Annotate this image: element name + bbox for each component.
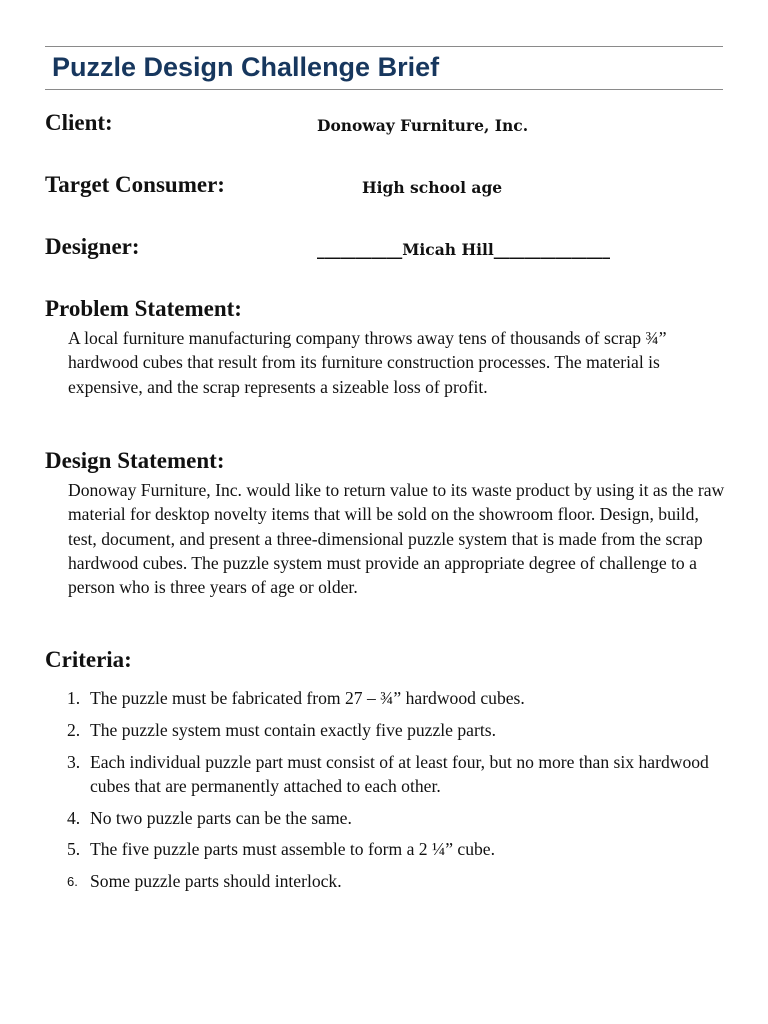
target-consumer-label: Target Consumer: — [45, 172, 225, 197]
criteria-heading: Criteria: — [45, 647, 132, 672]
criteria-item-number: 3. — [67, 751, 81, 772]
criteria-item — [45, 686, 735, 710]
criteria-item-number: 5. — [67, 839, 81, 860]
client-label: Client: — [45, 110, 113, 135]
problem-statement-heading: Problem Statement: — [45, 296, 242, 321]
design-statement-heading: Design Statement: — [45, 448, 225, 473]
designer-label: Designer: — [45, 234, 140, 259]
criteria-item — [45, 869, 735, 893]
design-statement-text: Donoway Furniture, Inc. would like to return value to its waste product by using it as the raw material for desktop novelty items that will be sold on the showroom floor. Design, build, test, document, and present a three-dimensional puzzle system that is made from the scrap hardwood cubes. The puzzle system must provide an appropriate degree of challenge to a person who is three years of age or older. — [68, 480, 725, 598]
client-value: Donoway Furniture, Inc. — [317, 116, 529, 135]
criteria-item-text: No two puzzle parts can be the same. — [90, 807, 352, 828]
criteria-list — [45, 686, 735, 901]
criteria-item-text: Each individual puzzle part must consist of at least four, but no more than six hardwood cubes that are permanently attached to each other. — [90, 751, 709, 796]
document-title: Puzzle Design Challenge Brief — [52, 52, 440, 82]
problem-statement-text: A local furniture manufacturing company throws away tens of thousands of scrap ¾” hardwood cubes that result from its furniture construction processes. The material is expensive, and the scrap represents a sizeable loss of profit. — [68, 328, 667, 397]
criteria-item — [45, 718, 735, 742]
target-consumer-value: High school age — [362, 178, 503, 197]
criteria-item-number: 2. — [67, 719, 81, 740]
criteria-item — [45, 806, 735, 830]
criteria-item-text: The puzzle must be fabricated from 27 – ¾” hardwood cubes. — [90, 688, 525, 708]
designer-value: ___________Micah Hill_______________ — [317, 240, 611, 259]
criteria-item-text: The five puzzle parts must assemble to form a 2 ¼” cube. — [90, 839, 496, 860]
criteria-item — [45, 750, 735, 799]
criteria-item-number: 6. — [67, 874, 78, 890]
criteria-item-text: Some puzzle parts should interlock. — [90, 871, 342, 892]
criteria-item-text: The puzzle system must contain exactly five puzzle parts. — [90, 719, 496, 740]
title-bottom-rule — [45, 89, 723, 90]
title-top-rule — [45, 46, 723, 47]
criteria-item-number: 4. — [67, 807, 81, 828]
criteria-item-number: 1. — [67, 688, 81, 708]
criteria-item — [45, 837, 735, 861]
